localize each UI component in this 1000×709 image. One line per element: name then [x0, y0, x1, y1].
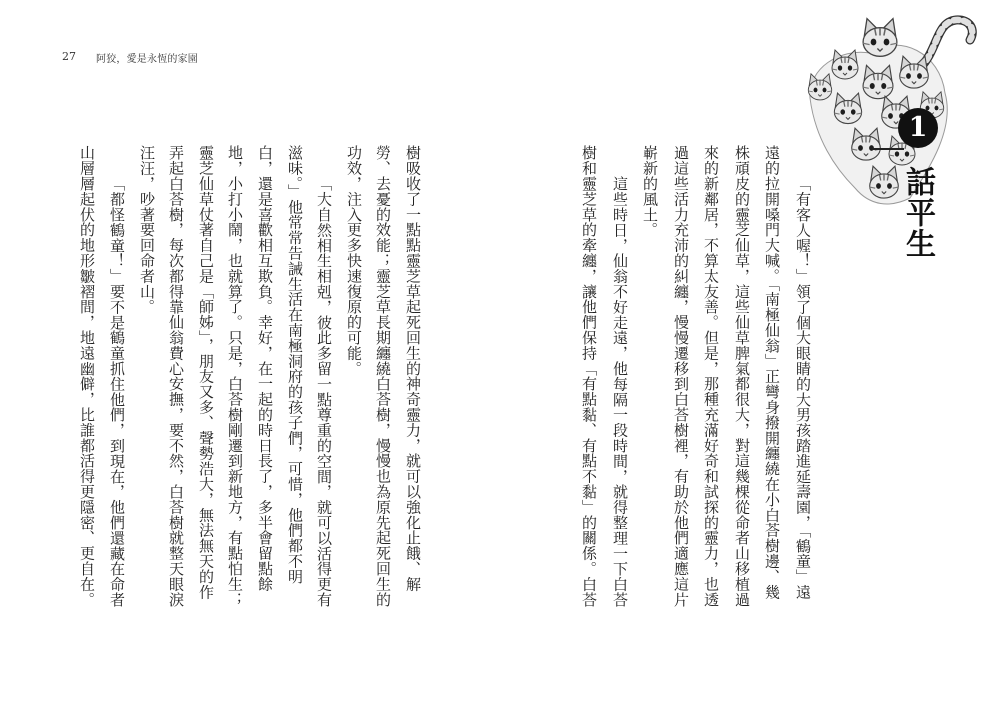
text-column: 樹和靈芝草的牽纏，讓他們保持「有點黏、有點不黏」的關係。白荅	[580, 145, 598, 607]
chapter-rule-line	[872, 148, 904, 150]
text-column: 樹吸收了一點點靈芝草起死回生的神奇靈力，就可以強化止餓、解	[404, 145, 422, 592]
text-column: 株頑皮的靈芝仙草，這些仙草脾氣都很大，對這幾棵從命者山移植過	[733, 145, 751, 607]
text-column: 滋味。」他常常告誡生活在南極洞府的孩子們，可惜，他們都不明	[286, 145, 304, 585]
text-column: 弄起白荅樹，每次都得靠仙翁費心安撫，要不然，白荅樹就整天眼淚	[167, 145, 185, 607]
text-column: 地，小打小鬧，也就算了。只是，白荅樹剛遷到新地方，有點怕生；	[226, 145, 244, 607]
text-column: 靈芝仙草仗著自己是「師姊」，朋友又多、聲勢浩大，無法無天的作	[197, 145, 215, 600]
text-column: 「有客人喔！」領了個大眼睛的大男孩踏進延壽園，「鶴童」遠	[794, 176, 812, 600]
text-column: 「都怪鶴童！」要不是鶴童抓住他們，到現在，他們還藏在命者	[108, 176, 126, 608]
chapter-number: 1	[908, 112, 928, 143]
chapter-title: 話平生	[900, 166, 935, 259]
text-column: 白，還是喜歡相互欺負。幸好，在一起的時日長了，多半會留點餘	[256, 145, 274, 592]
cats-illustration	[800, 8, 980, 208]
text-column: 功效，注入更多快速復原的可能。	[345, 145, 363, 376]
text-column: 過這些活力充沛的糾纏，慢慢遷移到白荅樹裡，有助於他們適應這片	[672, 145, 690, 607]
text-column: 汪汪，吵著要回命者山。	[138, 145, 156, 315]
text-column: 來的新鄰居，不算太友善。但是，那種充滿好奇和試探的靈力，也透	[702, 145, 720, 607]
text-column: 嶄新的風土。	[641, 145, 659, 238]
running-title: 阿狡，愛是永恆的家園	[96, 54, 198, 65]
chapter-number-badge	[898, 108, 938, 148]
text-column: 勞、去憂的效能；靈芝草長期纏繞白荅樹，慢慢也為原先起死回生的	[374, 145, 392, 607]
text-column: 「大自然相生相剋，彼此多留一點尊重的空間，就可以活得更有	[315, 176, 333, 608]
text-column: 這些時日，仙翁不好走遠，他每隔一段時間，就得整理一下白荅	[611, 176, 629, 608]
text-column: 山層層起伏的地形皺褶間，地遠幽僻，比誰都活得更隱密、更自在。	[78, 145, 96, 607]
cat-head	[863, 19, 897, 57]
page-number: 27	[62, 50, 76, 63]
text-column: 遠的拉開嗓門大喊。「南極仙翁」正彎身撥開纏繞在小白荅樹邊、幾	[763, 145, 781, 600]
